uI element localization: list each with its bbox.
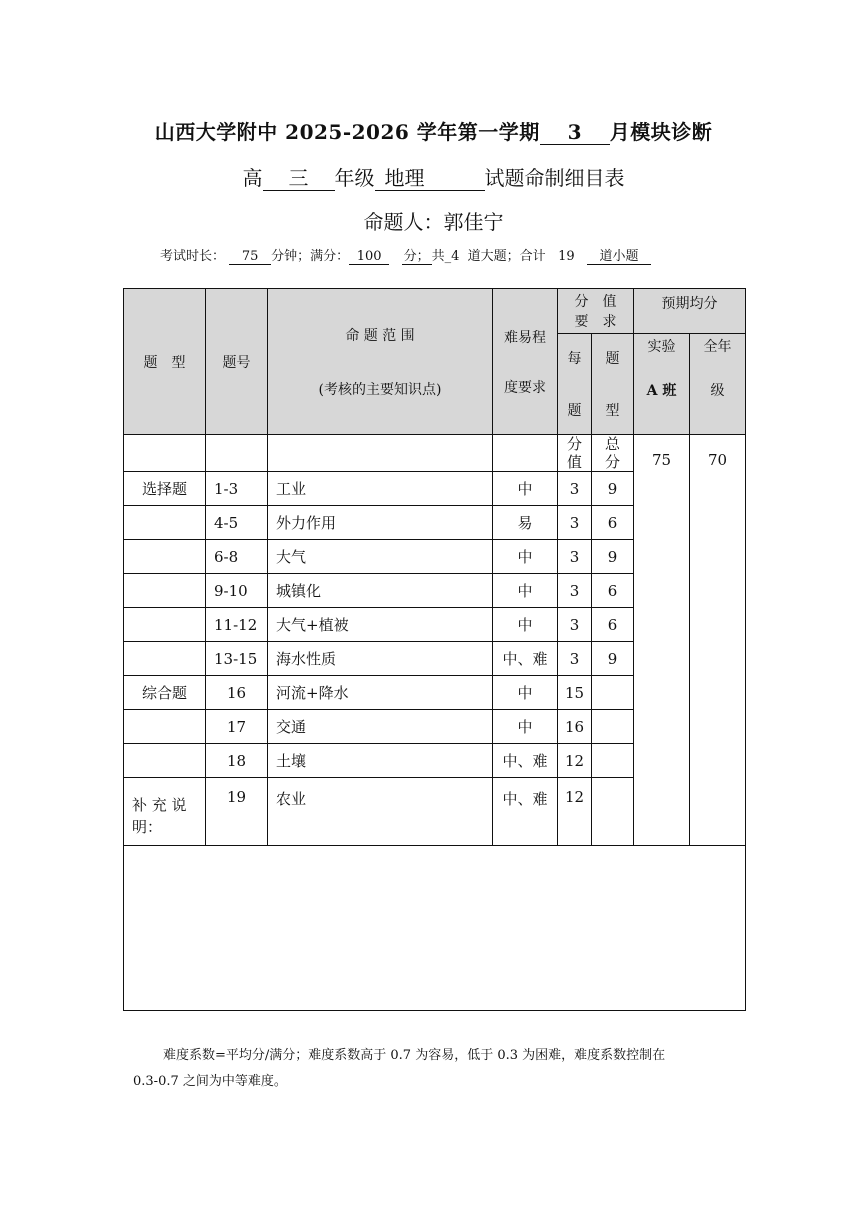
header-grade-all: 全年 级 xyxy=(690,334,746,435)
header-scope: 命 题 范 围 (考核的主要知识点) xyxy=(268,289,493,435)
row-number: 6-8 xyxy=(206,540,268,574)
grade-label: 年级 xyxy=(334,166,375,190)
row-number: 18 xyxy=(206,744,268,778)
big-question-count: 共_4 xyxy=(431,249,460,264)
spacer-cell xyxy=(124,435,206,472)
row-each: 3 xyxy=(558,574,592,608)
row-scope: 城镇化 xyxy=(268,574,493,608)
author-name: 郭佳宁 xyxy=(443,210,504,234)
full-score-unit: 分； xyxy=(402,245,432,265)
row-scope: 大气 xyxy=(268,540,493,574)
row-number: 9-10 xyxy=(206,574,268,608)
row-type xyxy=(124,608,206,642)
row-total: 9 xyxy=(592,642,634,676)
row-number: 17 xyxy=(206,710,268,744)
row-difficulty: 中 xyxy=(493,710,558,744)
row-number: 16 xyxy=(206,676,268,710)
row-number: 11-12 xyxy=(206,608,268,642)
row-scope: 土壤 xyxy=(268,744,493,778)
author-label: 命题人： xyxy=(363,210,444,234)
row-difficulty: 中、难 xyxy=(493,744,558,778)
grade-value: 三 xyxy=(263,167,335,191)
row-scope: 工业 xyxy=(268,472,493,506)
row-total xyxy=(592,744,634,778)
header-class-a: 实验 A 班 xyxy=(634,334,690,435)
row-type: 选择题 xyxy=(124,472,206,506)
big-question-unit: 道大题；合计 xyxy=(467,249,546,264)
row-difficulty: 中、难 xyxy=(493,642,558,676)
difficulty-note-line2: 0.3-0.7 之间为中等难度。 xyxy=(133,1074,287,1089)
supplement-label: 补 充 说 明： xyxy=(124,778,206,846)
row-total: 6 xyxy=(592,506,634,540)
row-each: 12 xyxy=(558,744,592,778)
row-scope: 农业 xyxy=(268,778,493,846)
row-type xyxy=(124,540,206,574)
difficulty-note xyxy=(133,1043,733,1095)
full-score-value: 100 xyxy=(349,249,389,265)
duration-unit: 分钟；满分： xyxy=(271,249,350,264)
row-type xyxy=(124,744,206,778)
header-score-requirement: 分 值 要 求 xyxy=(558,289,634,334)
expected-grade-all: 70 xyxy=(690,435,746,846)
row-scope: 河流+降水 xyxy=(268,676,493,710)
duration-label: 考试时长： xyxy=(160,249,226,264)
title-line1-pre: 山西大学附中 2025-2026 学年第一学期 xyxy=(154,120,540,144)
expected-class-a: 75 xyxy=(634,435,690,846)
row-scope: 交通 xyxy=(268,710,493,744)
title-line2-post: 试题命制细目表 xyxy=(484,166,625,190)
subject-value: 地理 xyxy=(375,167,485,191)
row-each: 16 xyxy=(558,710,592,744)
difficulty-note-line1: 难度系数=平均分/满分；难度系数高于 0.7 为容易，低于 0.3 为困难，难度系数控制在 xyxy=(163,1048,666,1063)
duration-value: 75 xyxy=(229,249,271,265)
row-each: 3 xyxy=(558,642,592,676)
spacer-cell xyxy=(206,435,268,472)
row-number: 19 xyxy=(206,778,268,846)
row-difficulty: 中 xyxy=(493,574,558,608)
row-difficulty: 中 xyxy=(493,676,558,710)
row-difficulty: 中 xyxy=(493,472,558,506)
document-title xyxy=(0,116,867,145)
supplement-notes-area xyxy=(124,846,746,1011)
row-total xyxy=(592,676,634,710)
header-each-score: 每 题 xyxy=(558,334,592,435)
row-scope: 大气+植被 xyxy=(268,608,493,642)
each-score-label-cont: 分 值 xyxy=(558,435,592,472)
row-difficulty: 中 xyxy=(493,540,558,574)
row-each: 3 xyxy=(558,608,592,642)
row-type xyxy=(124,506,206,540)
author-line xyxy=(0,206,867,235)
row-number: 4-5 xyxy=(206,506,268,540)
row-type xyxy=(124,574,206,608)
row-each: 3 xyxy=(558,540,592,574)
header-difficulty: 难易程 度要求 xyxy=(493,289,558,435)
row-each: 3 xyxy=(558,506,592,540)
small-question-unit: 道小题 xyxy=(587,245,651,265)
exam-month: 3 xyxy=(540,121,610,145)
title-line1-post: 月模块诊断 xyxy=(609,120,713,144)
row-type xyxy=(124,710,206,744)
row-number: 1-3 xyxy=(206,472,268,506)
row-each: 12 xyxy=(558,778,592,846)
grade-prefix: 高 xyxy=(242,166,263,190)
header-type-total: 题 型 xyxy=(592,334,634,435)
row-type xyxy=(124,642,206,676)
type-total-label-cont: 总 分 xyxy=(592,435,634,472)
row-total: 6 xyxy=(592,608,634,642)
exam-info-line xyxy=(160,245,651,265)
row-number: 13-15 xyxy=(206,642,268,676)
document-subtitle xyxy=(0,162,867,191)
row-total: 9 xyxy=(592,472,634,506)
header-expected-average: 预期均分 xyxy=(634,289,746,334)
header-number: 题号 xyxy=(206,289,268,435)
row-difficulty: 易 xyxy=(493,506,558,540)
small-question-count: 19 xyxy=(558,249,575,264)
row-type: 综合题 xyxy=(124,676,206,710)
spec-table xyxy=(123,288,746,1011)
row-total xyxy=(592,710,634,744)
row-each: 3 xyxy=(558,472,592,506)
row-scope: 外力作用 xyxy=(268,506,493,540)
row-total: 6 xyxy=(592,574,634,608)
row-difficulty: 中 xyxy=(493,608,558,642)
spacer-cell xyxy=(493,435,558,472)
row-each: 15 xyxy=(558,676,592,710)
row-difficulty: 中、难 xyxy=(493,778,558,846)
row-total xyxy=(592,778,634,846)
header-type: 题 型 xyxy=(124,289,206,435)
row-scope: 海水性质 xyxy=(268,642,493,676)
spacer-cell xyxy=(268,435,493,472)
row-total: 9 xyxy=(592,540,634,574)
